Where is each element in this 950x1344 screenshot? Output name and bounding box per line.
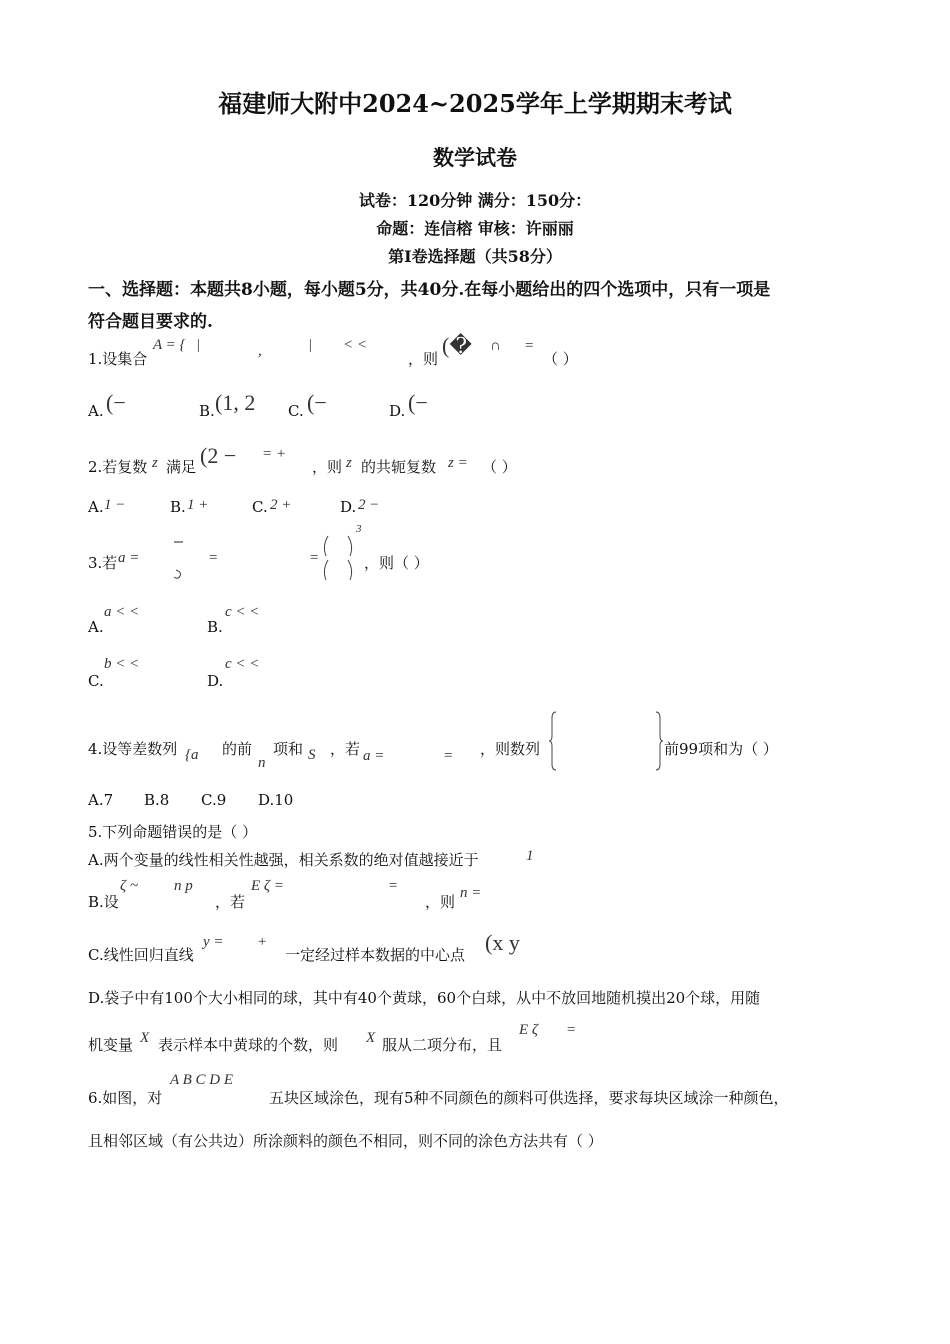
q6-math-regions: A B C D E [170,1072,234,1088]
q3-math-exponent: 3 [356,523,362,535]
q2-math-z2: z [346,455,352,471]
exam-title: 福建师大附中2024~2025学年上学期期末考试 [218,89,732,118]
q5-option-b-math-4: = [388,878,399,894]
q2-text-1: 2.若复数 [88,458,148,476]
q5-option-d-math-x1: X [140,1030,150,1046]
q3-paren-fragment [320,534,360,584]
q1-math-bar2: | [308,337,313,353]
q2-text-3: ，则 [312,458,343,476]
q5-option-b-math-3: E ζ = [251,878,284,894]
q3-answer-blank: ，则（ ） [364,554,429,572]
q1-math-comma: , [258,343,262,359]
q2-math-z: z [152,455,158,471]
q5-option-b-text-1: B.设 [88,893,119,911]
q4-text-2: 的前 [222,740,253,758]
q3-option-a-label: A. [88,618,104,636]
q3-option-b-math: c < < [225,604,260,620]
q2-answer-blank: （ ） [482,458,517,476]
section-heading-line2: 符合题目要求的. [88,312,213,332]
section-heading-line1: 一、选择题：本题共8小题，每小题5分，共40分.在每小题给出的四个选项中，只有一项是 [88,280,771,300]
q5-option-d-math-x2: X [366,1030,376,1046]
q1-math-complement: (� [442,333,472,358]
q6-line2: 且相邻区域（有公共边）所涂颜料的颜色不相同，则不同的涂色方法共有（ ） [88,1132,603,1150]
q5-option-c-text-1: C.线性回归直线 [88,946,194,964]
q5-option-b-text-2: ，若 [215,893,246,911]
q1-option-a-math: (− [106,390,126,415]
q4-option-b: B.8 [144,791,170,809]
q1-mid: ，则 [408,350,439,368]
q1-option-a-label: A. [88,402,104,420]
q1-math-set-a: A = { [153,337,186,353]
q4-text-1: 4.设等差数列 [88,740,178,758]
q4-option-d: D.10 [258,791,294,809]
q3-option-c-math: b < < [104,656,140,672]
q1-math-cap: ∩ [490,338,501,354]
q6-text-2: 五块区域涂色，现有5种不同颜色的颜料可供选择，要求每块区域涂一种颜色， [269,1089,789,1107]
q2-option-d-math: 2 − [358,497,380,513]
q1-option-c-math: (− [307,390,327,415]
q1-option-d-math: (− [408,390,428,415]
q5-option-c-math-2: + [257,934,268,950]
exam-info: 试卷：120分钟 满分：150分： [358,191,592,210]
exam-authors: 命题：连信榕 审核：许丽丽 [376,219,574,238]
exam-subtitle: 数学试卷 [433,145,517,170]
q3-math-eq1: = [208,550,219,566]
q4-option-c: C.9 [201,791,227,809]
q2-option-c-label: C. [252,498,268,516]
q6-text-1: 6.如图，对 [88,1089,163,1107]
q2-option-a-label: A. [88,498,104,516]
q5-option-b-math-5: n = [460,885,482,901]
q5-option-d-text-3: 服从二项分布，且 [382,1036,503,1054]
q2-option-b-label: B. [170,498,186,516]
q4-text-5: ，则数列 [480,740,541,758]
q4-text-4: ，若 [330,740,361,758]
q2-option-a-math: 1 − [104,497,126,513]
q5-option-d-text-2: 表示样本中黄球的个数，则 [158,1036,339,1054]
q1-option-d-label: D. [389,402,406,420]
q1-prefix: 1.设集合 [88,350,148,368]
q5-stem: 5.下列命题错误的是（ ） [88,823,258,841]
q5-option-b-math-2: n p [174,878,193,894]
q1-option-b-label: B. [199,402,215,420]
q4-math-seq: {a [185,747,199,763]
q3-text-1: 3.若 [88,554,118,572]
q5-option-d-math-4: = [566,1022,577,1038]
q4-math-s: S [308,747,316,763]
q5-option-d-line1: D.袋子中有100个大小相同的球，其中有40个黄球，60个白球，从中不放回地随机摸出20个球，用随 [88,989,761,1007]
q3-option-b-label: B. [207,618,223,636]
q3-option-a-math: a < < [104,604,140,620]
q1-math-eq: = [524,338,535,354]
q4-text-3: 项和 [273,740,304,758]
q3-math-a: a = [118,550,140,566]
q5-option-b-text-3: ，则 [425,893,456,911]
q5-option-a: A.两个变量的线性相关性越强，相关系数的绝对值越接近于 [88,851,479,869]
q2-option-d-label: D. [340,498,357,516]
q5-option-a-number: 1 [526,848,534,864]
q1-option-c-label: C. [288,402,304,420]
q5-option-c-math-3: (x y [485,930,520,955]
q2-math-rhs: = + [262,446,286,462]
q3-option-d-label: D. [207,672,224,690]
q5-option-d-text-1: 机变量 [88,1036,134,1054]
q2-option-b-math: 1 + [187,497,209,513]
q5-option-b-math-1: ζ ~ [120,878,138,894]
q2-option-c-math: 2 + [270,497,292,513]
q1-answer-blank: （ ） [543,350,578,368]
q5-option-c-text-2: 一定经过样本数据的中心点 [285,946,466,964]
q4-brace-fragment [548,710,664,772]
q3-math-eq2: = [309,550,320,566]
q2-text-2: 满足 [166,458,197,476]
q1-math-bar1: | [196,337,201,353]
q4-math-n: n [258,755,266,771]
q4-text-6: 前99项和为（ ） [664,740,778,758]
q4-option-a: A.7 [88,791,114,809]
q1-math-ineq: < < [343,337,367,353]
q4-math-eq: = [443,748,454,764]
q5-option-c-math-1: y = [203,934,224,950]
part-title: 第I卷选择题（共58分） [388,247,562,266]
q2-math-zbar: z = [448,455,468,471]
q1-option-b-math: (1, 2 [215,390,256,415]
q3-option-d-math: c < < [225,656,260,672]
q4-math-a-eq: a = [363,748,385,764]
q2-math-lhs: (2 − [200,443,237,468]
q2-text-4: 的共轭复数 [361,458,437,476]
q5-option-d-math-3: E ζ [519,1022,538,1038]
q3-option-c-label: C. [88,672,104,690]
q3-fraction-fragment [172,536,186,582]
